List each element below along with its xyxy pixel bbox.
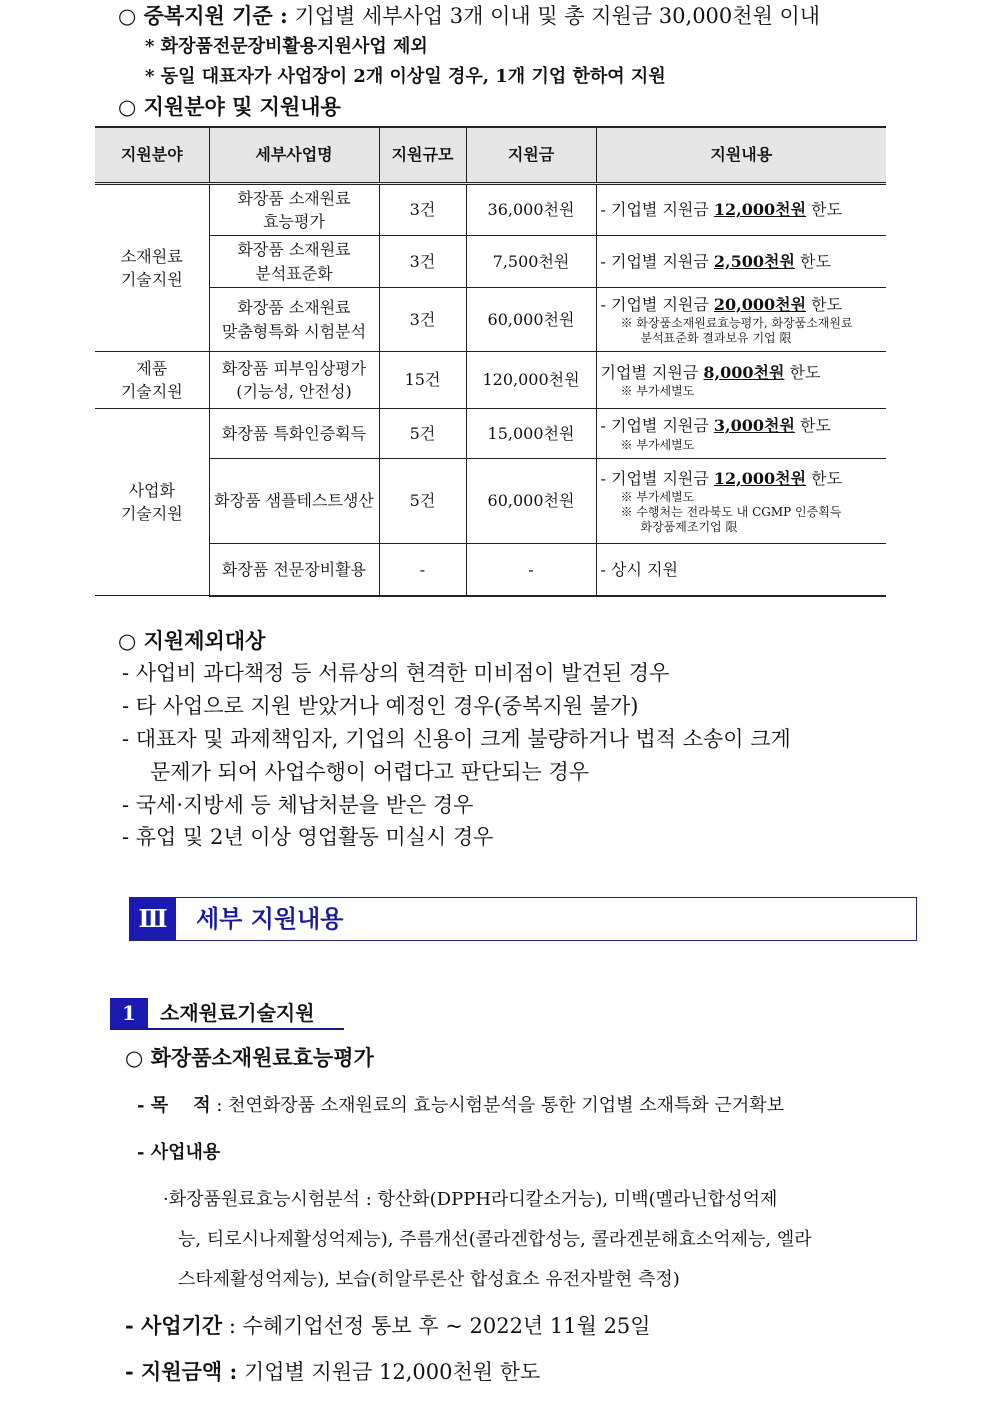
content-prefix: - 기업별 지원금 <box>600 251 714 271</box>
content-amount: 8,000천원 <box>703 362 785 382</box>
field-heading: ○ 지원분야 및 지원내용 <box>118 94 341 119</box>
content-amount: 12,000천원 <box>713 468 807 488</box>
content-line: ·화장품원료효능시험분석 : 항산화(DPPH라디칼소거능), 미백(멜라닌합성억제 <box>163 1189 778 1210</box>
period-line <box>125 1310 651 1340</box>
section-title: 세부 지원내용 <box>196 905 344 933</box>
program-amount: - <box>466 544 596 596</box>
content-note: ※ 부가세별도 <box>620 490 695 505</box>
program-name: 화장품 소재원료 효능평가 <box>209 184 379 236</box>
program-scale: 5건 <box>379 409 466 459</box>
purpose-text: : 천연화장품 소재원료의 효능시험분석을 통한 기업별 소재특화 근거확보 <box>216 1095 785 1116</box>
dup-criteria-label: ○ 중복지원 기준 : <box>118 3 288 28</box>
content-prefix: - 기업별 지원금 <box>600 416 714 436</box>
program-name: 화장품 샘플테스트생산 <box>209 459 379 544</box>
section-header <box>129 897 917 941</box>
exclusion-item: - 국세·지방세 등 체납처분을 받은 경우 <box>122 793 474 817</box>
content-prefix: - 기업별 지원금 <box>600 294 714 314</box>
content-suffix: 한도 <box>806 200 843 220</box>
period-text: : 수혜기업선정 통보 후 ~ 2022년 11월 25일 <box>228 1314 651 1338</box>
group-material: 소재원료 기술지원 <box>95 184 209 352</box>
program-content <box>596 288 886 352</box>
program-amount: 36,000천원 <box>466 184 596 236</box>
section-number: Ⅲ <box>130 898 176 940</box>
table-row <box>95 288 886 352</box>
content-suffix: 한도 <box>794 251 831 271</box>
program-scale: 15건 <box>379 352 466 409</box>
header-scale: 지원규모 <box>379 127 466 184</box>
dup-criteria-text: 기업별 세부사업 3개 이내 및 총 지원금 30,000천원 이내 <box>294 4 821 28</box>
content-label: - 사업내용 <box>137 1142 221 1163</box>
note-same-owner: * 동일 대표자가 사업장이 2개 이상일 경우, 1개 기업 한하여 지원 <box>145 66 666 87</box>
content-note: ※ 수행처는 전라북도 내 CGMP 인증획득 <box>620 505 842 520</box>
program-amount: 120,000천원 <box>466 352 596 409</box>
content-line: 스타제활성억제능), 보습(히알루론산 합성효소 유전자발현 측정) <box>178 1269 680 1290</box>
content-amount: 3,000천원 <box>713 416 795 436</box>
program-scale: 3건 <box>379 288 466 352</box>
table-row <box>95 459 886 544</box>
program-scale: 3건 <box>379 184 466 236</box>
amount-line <box>125 1356 540 1386</box>
table-row <box>95 544 886 596</box>
header-program: 세부사업명 <box>209 127 379 184</box>
program-name: 화장품 특화인증획득 <box>209 409 379 459</box>
header-amount: 지원금 <box>466 127 596 184</box>
content-note: 화장품제조기업 限 <box>640 520 738 535</box>
table-row <box>95 352 886 409</box>
program-scale: 3건 <box>379 236 466 288</box>
header-field: 지원분야 <box>95 127 209 184</box>
program-scale: - <box>379 544 466 596</box>
program-amount: 7,500천원 <box>466 236 596 288</box>
program-scale: 5건 <box>379 459 466 544</box>
detail-heading: ○ 화장품소재원료효능평가 <box>125 1045 374 1070</box>
program-name: 화장품 소재원료 맞춤형특화 시험분석 <box>209 288 379 352</box>
program-content <box>596 459 886 544</box>
purpose-label: - 목 적 <box>137 1095 211 1116</box>
exclusion-item-continued: 문제가 되어 사업수행이 어렵다고 판단되는 경우 <box>150 760 590 784</box>
content-note: ※ 부가세별도 <box>620 384 695 399</box>
content-suffix: 한도 <box>784 362 821 382</box>
amount-label: - 지원금액 : <box>125 1359 238 1384</box>
subsection-title: 소재원료기술지원 <box>160 1001 315 1025</box>
group-product: 제품 기술지원 <box>95 352 209 409</box>
header-content: 지원내용 <box>596 127 886 184</box>
content-suffix: 한도 <box>806 294 843 314</box>
program-amount: 15,000천원 <box>466 409 596 459</box>
content-note: ※ 화장품소재원료효능평가, 화장품소재원료 <box>620 316 853 331</box>
program-content <box>596 236 886 288</box>
program-name: 화장품 소재원료 분석표준화 <box>209 236 379 288</box>
program-amount: 60,000천원 <box>466 288 596 352</box>
table-header-row <box>95 127 886 184</box>
note-exclusion: * 화장품전문장비활용지원사업 제외 <box>145 36 428 57</box>
content-prefix: - 기업별 지원금 <box>600 200 714 220</box>
program-content <box>596 409 886 459</box>
program-content <box>596 184 886 236</box>
content-prefix: 기업별 지원금 <box>600 362 704 382</box>
exclusion-heading: ○ 지원제외대상 <box>118 628 266 653</box>
content-prefix: - 상시 지원 <box>600 559 678 579</box>
content-note: 분석표준화 결과보유 기업 限 <box>640 331 792 346</box>
content-prefix: - 기업별 지원금 <box>600 468 714 488</box>
program-name: 화장품 전문장비활용 <box>209 544 379 596</box>
dup-criteria-line <box>118 0 820 30</box>
period-label: - 사업기간 <box>125 1313 223 1338</box>
exclusion-item: - 휴업 및 2년 이상 영업활동 미실시 경우 <box>122 825 494 849</box>
exclusion-item: - 사업비 과다책정 등 서류상의 현격한 미비점이 발견된 경우 <box>122 661 670 685</box>
program-amount: 60,000천원 <box>466 459 596 544</box>
subsection-header <box>110 998 344 1030</box>
program-content <box>596 352 886 409</box>
content-amount: 12,000천원 <box>713 200 807 220</box>
purpose-line <box>137 1091 784 1117</box>
support-table <box>95 126 886 597</box>
content-suffix: 한도 <box>794 416 831 436</box>
table-row <box>95 409 886 459</box>
program-content <box>596 544 886 596</box>
group-commercial: 사업화 기술지원 <box>95 409 209 596</box>
content-line: 능, 티로시나제활성억제능), 주름개선(콜라겐합성능, 콜라겐분해효소억제능, 엘라 <box>178 1229 812 1250</box>
exclusion-item: - 대표자 및 과제책임자, 기업의 신용이 크게 불량하거나 법적 소송이 크게 <box>122 727 791 751</box>
content-note: ※ 부가세별도 <box>620 437 695 452</box>
amount-text: 기업별 지원금 12,000천원 한도 <box>243 1360 541 1384</box>
content-suffix: 한도 <box>806 468 843 488</box>
content-amount: 20,000천원 <box>713 294 807 314</box>
content-amount: 2,500천원 <box>713 251 795 271</box>
subsection-number: 1 <box>110 998 148 1028</box>
table-row <box>95 236 886 288</box>
table-row <box>95 184 886 236</box>
exclusion-item: - 타 사업으로 지원 받았거나 예정인 경우(중복지원 불가) <box>122 694 639 718</box>
program-name: 화장품 피부임상평가 (기능성, 안전성) <box>209 352 379 409</box>
